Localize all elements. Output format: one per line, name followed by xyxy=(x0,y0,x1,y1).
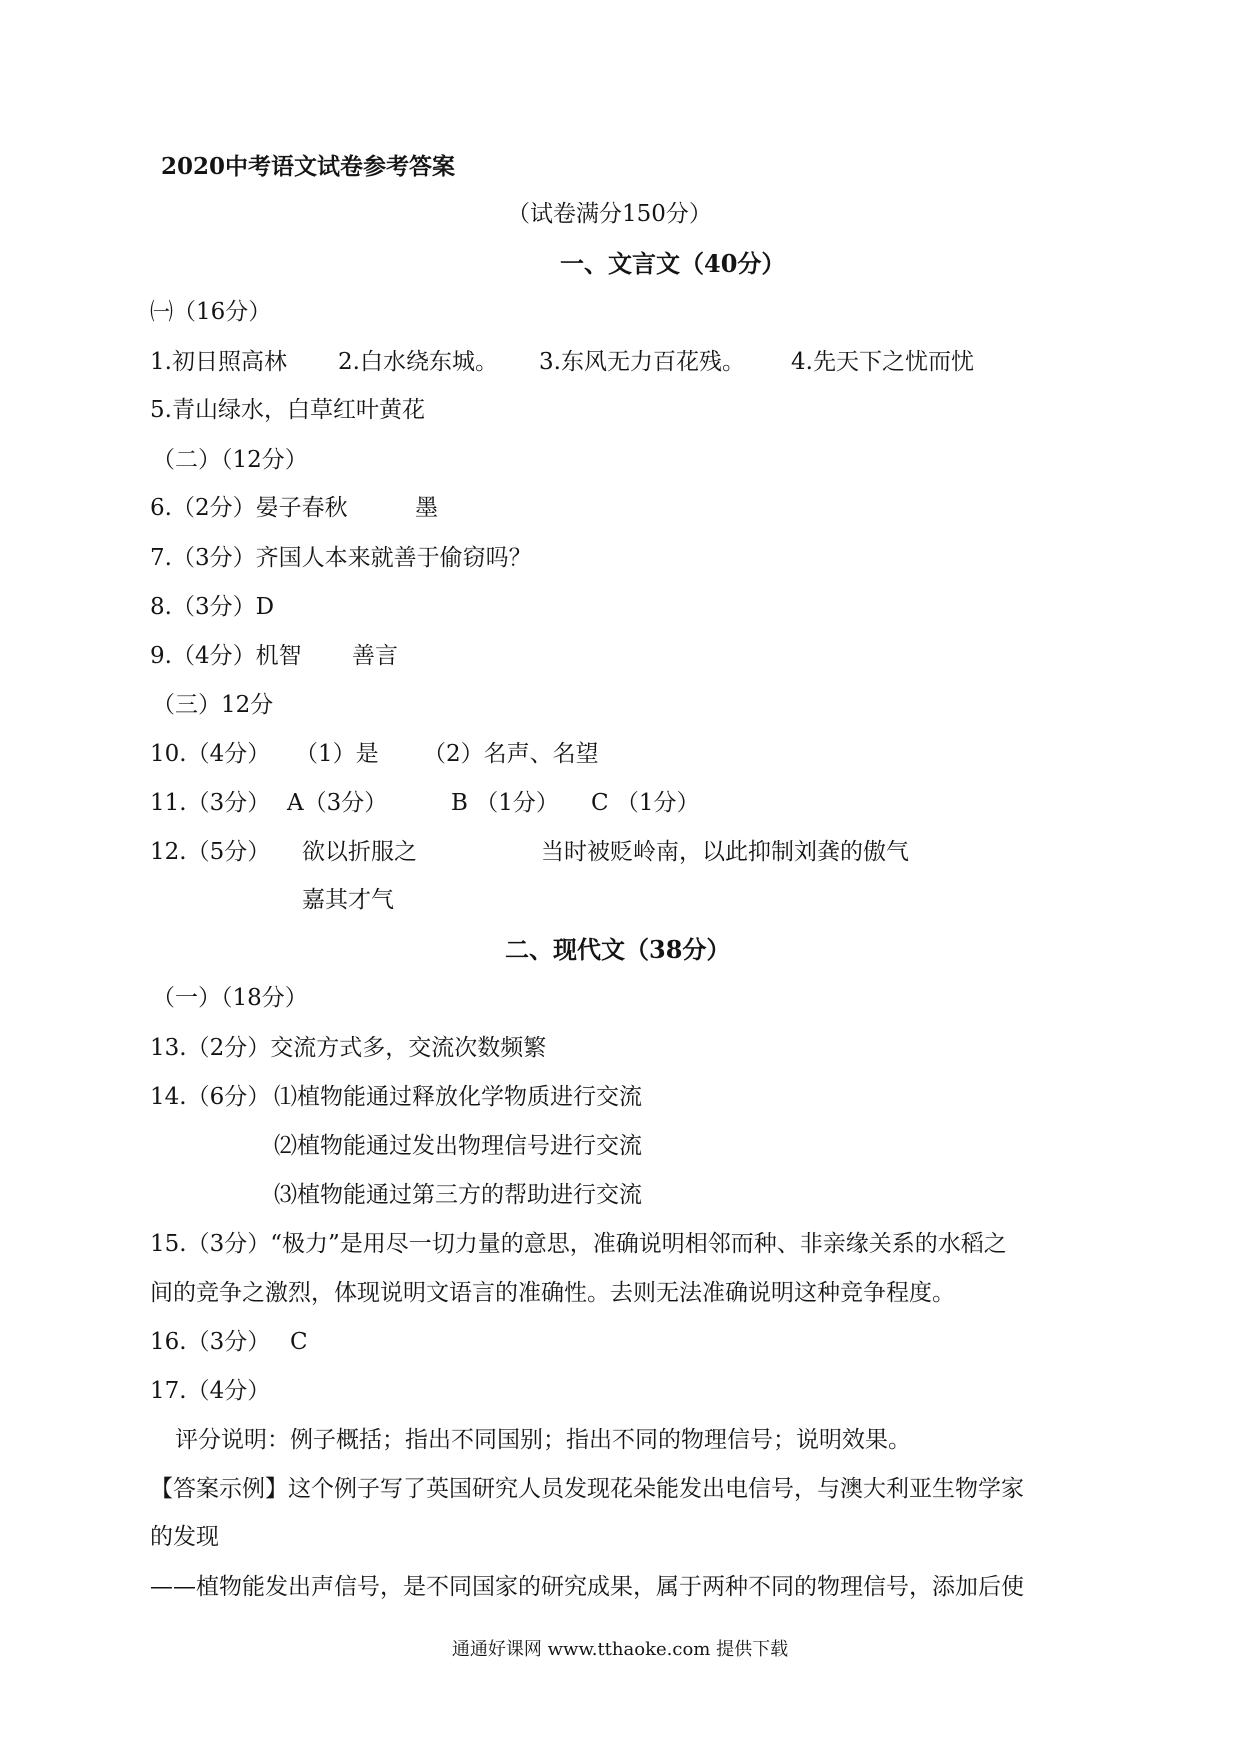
answer-3: 3.东风无力百花残。 xyxy=(539,349,745,375)
answer-12-a: 欲以折服之 xyxy=(302,839,417,865)
answer-17-scoring: 评分说明：例子概括；指出不同国别；指出不同的物理信号；说明效果。 xyxy=(175,1427,911,1453)
answer-9: 9.（4分）机智 xyxy=(150,643,302,669)
answer-15-line-2: 间的竞争之激烈，体现说明文语言的准确性。去则无法准确说明这种竞争程度。 xyxy=(150,1280,955,1306)
answer-14-point-3: ⑶植物能通过第三方的帮助进行交流 xyxy=(274,1182,642,1208)
answer-11-number: 11.（3分） xyxy=(150,790,271,816)
answer-12-b: 当时被贬岭南，以此抑制刘龚的傲气 xyxy=(541,839,909,865)
section-1-heading: 一、文言文（40分） xyxy=(560,249,786,278)
page-footer: 通通好课网 www.tthaoke.com 提供下载 xyxy=(451,1639,789,1660)
answer-7: 7.（3分）齐国人本来就善于偷窃吗？ xyxy=(150,545,532,571)
part-2-label: （二）（12分） xyxy=(152,447,308,473)
answer-17-number: 17.（4分） xyxy=(150,1378,271,1404)
answer-14-point-2: ⑵植物能通过发出物理信号进行交流 xyxy=(274,1133,642,1159)
answer-4: 4.先天下之忧而忧 xyxy=(791,349,974,375)
answer-6: 6.（2分）晏子春秋 xyxy=(150,495,348,521)
document-subtitle: （试卷满分150分） xyxy=(507,201,712,227)
answer-14-number: 14.（6分） xyxy=(150,1084,271,1110)
answer-15-line-1: 15.（3分）“极力”是用尽一切力量的意思，准确说明相邻而种、非亲缘关系的水稻之 xyxy=(150,1231,1007,1257)
answer-10-a: （1）是 xyxy=(295,741,379,767)
section-2-heading: 二、现代文（38分） xyxy=(505,935,731,964)
document-title: 2020中考语文试卷参考答案 xyxy=(161,153,456,180)
answer-8: 8.（3分）D xyxy=(150,594,275,620)
answer-17-example-line-3: ——植物能发出声信号，是不同国家的研究成果，属于两种不同的物理信号，添加后使 xyxy=(150,1574,1024,1600)
answer-10-b: （2）名声、名望 xyxy=(423,741,599,767)
answer-1: 1.初日照高林 xyxy=(150,349,287,375)
answer-5: 5.青山绿水，白草红叶黄花 xyxy=(150,397,425,423)
part-1-label: ㈠（16分） xyxy=(150,299,272,325)
answer-14-point-1: ⑴植物能通过释放化学物质进行交流 xyxy=(274,1084,642,1110)
answer-17-example-line-2: 的发现 xyxy=(150,1524,219,1550)
answer-12-number: 12.（5分） xyxy=(150,839,271,865)
answer-11-a: A（3分） xyxy=(287,790,388,816)
answer-13: 13.（2分）交流方式多，交流次数频繁 xyxy=(150,1035,547,1061)
answer-16-number: 16.（3分） xyxy=(150,1329,271,1355)
answer-2: 2.白水绕东城。 xyxy=(338,349,498,375)
answer-11-b: B （1分） xyxy=(451,790,559,816)
answer-6-b: 墨 xyxy=(415,495,438,521)
answer-10-number: 10.（4分） xyxy=(150,741,271,767)
part-1-modern-label: （一）（18分） xyxy=(152,985,308,1011)
answer-9-b: 善言 xyxy=(352,643,398,669)
answer-17-example-line-1: 【答案示例】这个例子写了英国研究人员发现花朵能发出电信号，与澳大利亚生物学家 xyxy=(150,1476,1024,1502)
part-3-label: （三）12分 xyxy=(152,692,274,718)
answer-12-c: 嘉其才气 xyxy=(302,887,394,913)
answer-11-c: C （1分） xyxy=(591,790,700,816)
answer-16-choice: C xyxy=(290,1329,308,1355)
